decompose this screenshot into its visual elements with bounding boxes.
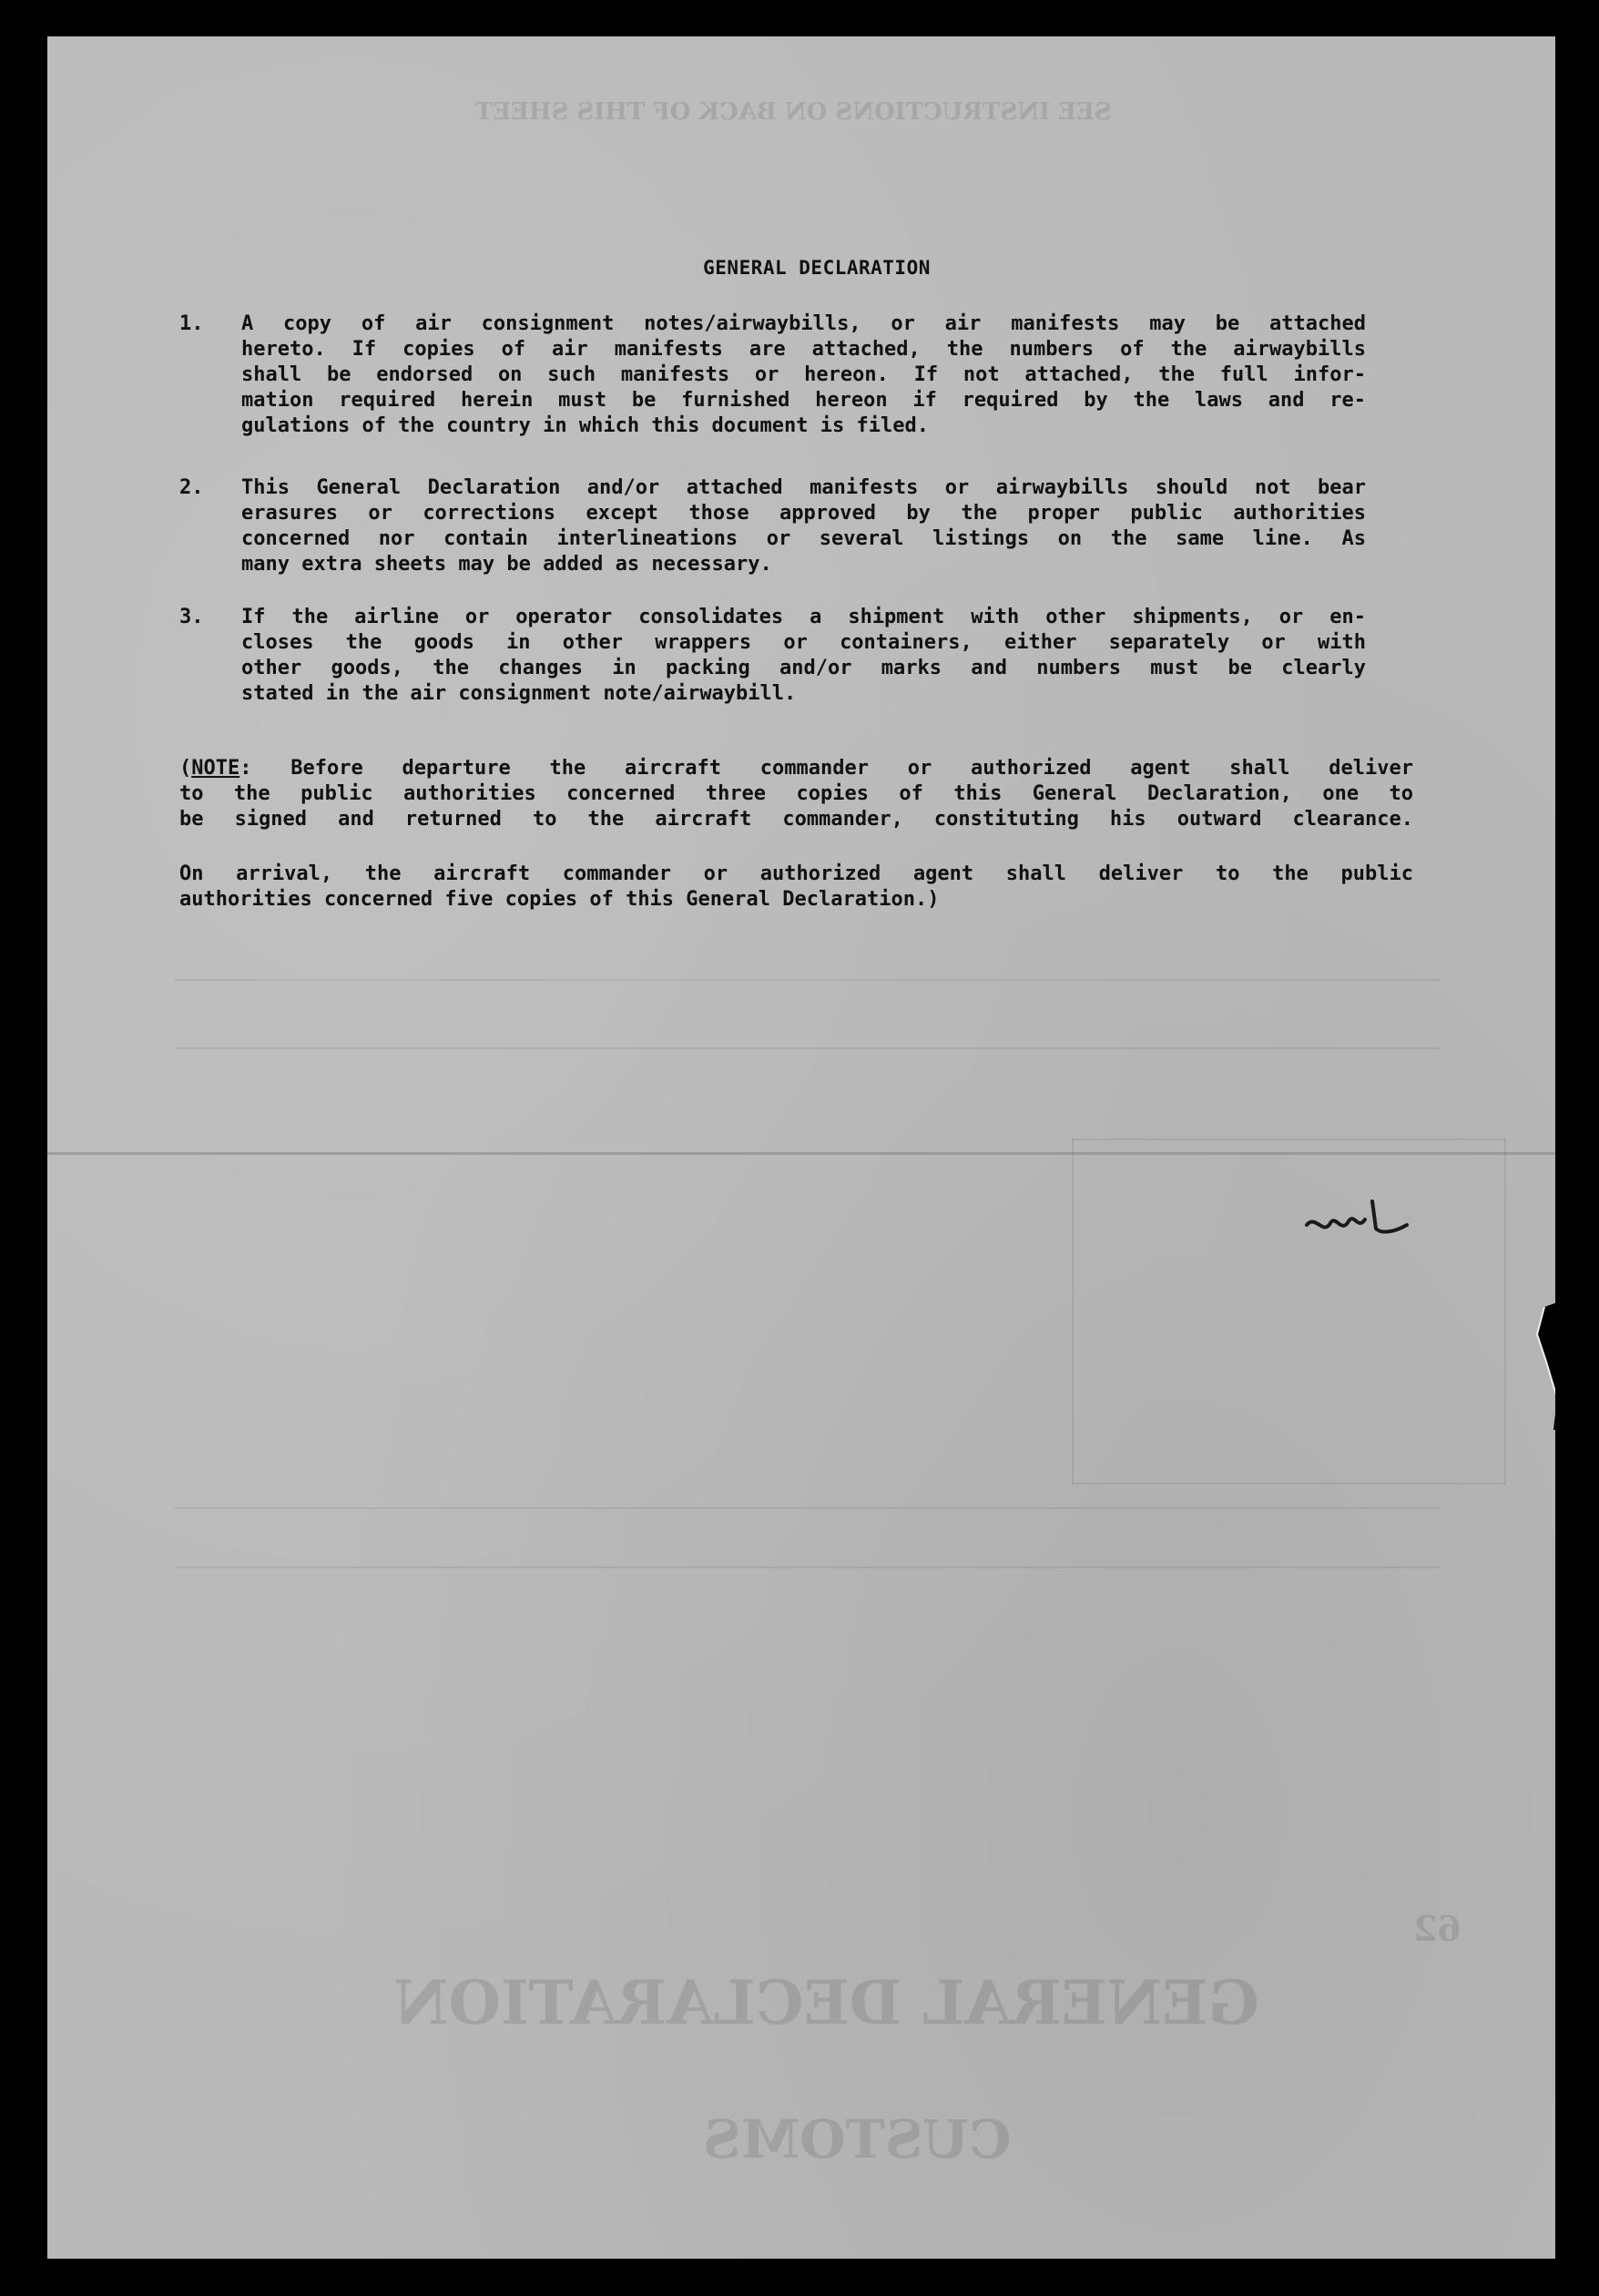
note-label: NOTE [191,757,240,780]
item-line: shall be endorsed on such manifests or hereon. If not attached, the full infor- [241,363,1366,386]
note-text: : Before departure the aircraft commander or authorized agent shall deliver [239,757,1413,780]
show-through-rule [175,1566,1441,1568]
item-line: many extra sheets may be added as necessary. [241,553,772,576]
item-line: concerned nor contain interlineations or several listings on the same line. As [241,527,1366,550]
item-line: This General Declaration and/or attached manifests or airwaybills should not bear [241,476,1366,499]
fold-crease [47,1152,1555,1155]
show-through-rule [175,1507,1441,1509]
show-through-customs: CUSTOMS [703,2108,1012,2170]
arrival-line: On arrival, the aircraft commander or authorized agent shall deliver to the public [179,862,1413,885]
note-line: to the public authorities concerned three copies of this General Declaration, one to [179,782,1413,805]
page-title: GENERAL DECLARATION [703,257,931,279]
item-line: closes the goods in other wrappers or containers, either separately or with [241,631,1366,654]
item-line: hereto. If copies of air manifests are attached, the numbers of the airwaybills [241,338,1366,361]
item-line: erasures or corrections except those approved by the proper public authorities [241,502,1366,525]
item-number: 3. [179,606,204,628]
item-line: other goods, the changes in packing and/or marks and numbers must be clearly [241,657,1366,679]
torn-edge [1533,1298,1555,1430]
item-line: A copy of air consignment notes/airwaybills, or air manifests may be attached [241,312,1366,335]
item-line: gulations of the country in which this document is filed. [241,414,929,437]
show-through-rule [175,979,1441,981]
show-through-number: 62 [1413,1908,1462,1949]
show-through-title: GENERAL DECLARATION [393,1967,1259,2038]
item-number: 1. [179,312,204,335]
item-line: stated in the air consignment note/airwaybill. [241,682,797,705]
show-through-rule [175,1047,1441,1049]
note-open-paren: ( [179,757,192,780]
item-line: mation required herein must be furnished hereon if required by the laws and re- [241,389,1366,412]
show-through-rule [1072,1138,1074,1485]
note-first-line [179,756,1413,781]
show-through-rule [1072,1483,1506,1485]
arrival-line: authorities concerned five copies of this General Declaration.) [179,888,940,911]
show-through-instructions: SEE INSTRUCTIONS ON BACK OF THIS SHEET [475,98,1112,126]
item-line: If the airline or operator consolidates a shipment with other shipments, or en- [241,606,1366,628]
show-through-rule [1072,1138,1506,1140]
document-page [47,36,1555,2259]
show-through-rule [1504,1138,1506,1485]
handwritten-mark [1299,1189,1445,1252]
item-number: 2. [179,476,204,499]
note-line: be signed and returned to the aircraft commander, constituting his outward clearance. [179,808,1413,831]
